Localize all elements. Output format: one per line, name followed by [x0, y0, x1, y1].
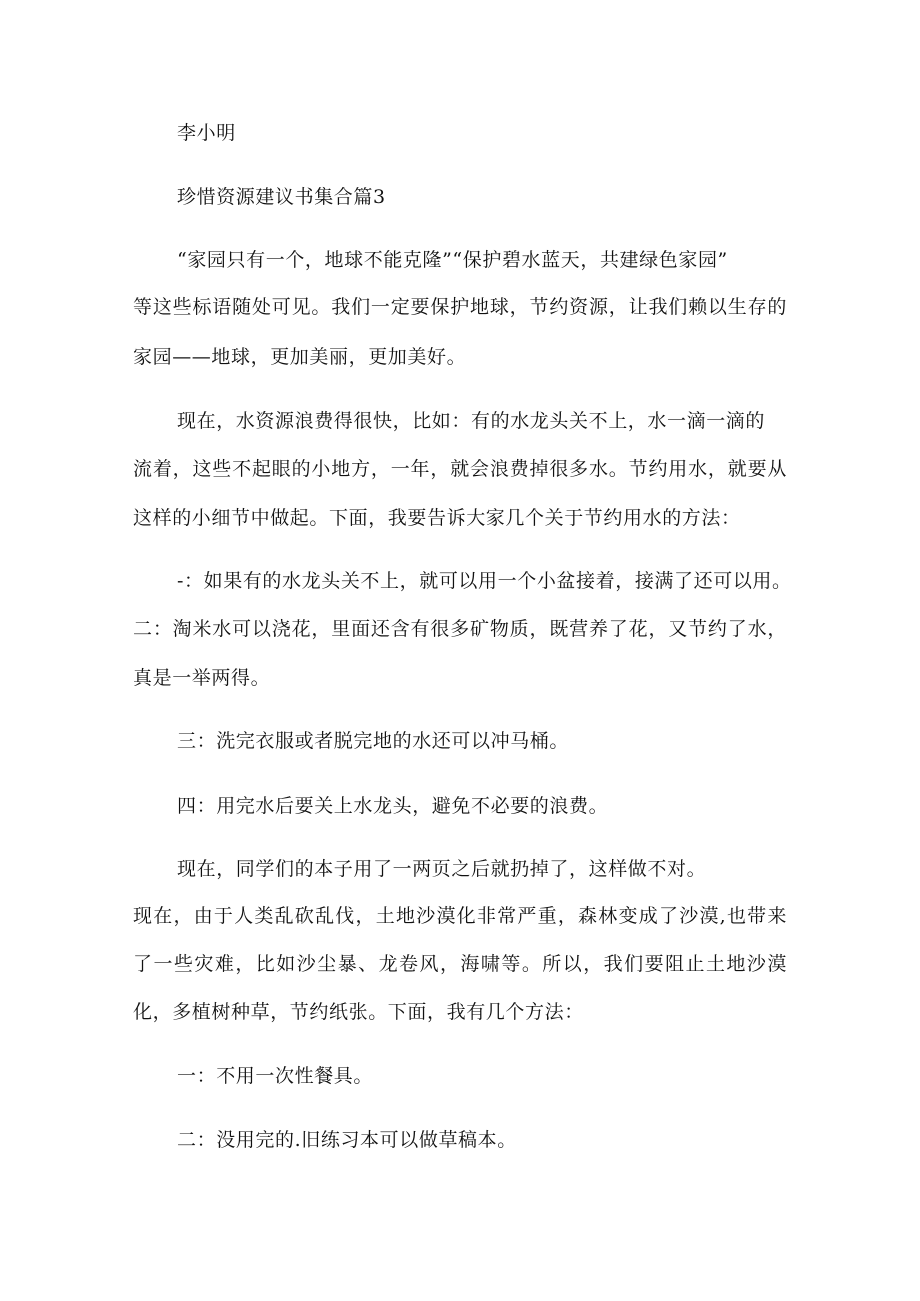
paragraph-6-line-2: 现在，由于人类乱砍乱伐，土地沙漠化非常严重，森林变成了沙漠,也带来 — [133, 905, 787, 927]
document-title: 珍惜资源建议书集合篇3 — [177, 186, 386, 208]
author-name: 李小明 — [177, 122, 236, 144]
paragraph-3-line-3: 真是一举两得。 — [133, 667, 271, 689]
paragraph-1-line-2: 等这些标语随处可见。我们一定要保护地球，节约资源，让我们赖以生存的 — [133, 296, 787, 318]
paragraph-8-line-1: 二：没用完的.旧练习本可以做草稿本。 — [177, 1129, 517, 1151]
paragraph-6-line-3: 了一些灾难，比如沙尘暴、龙卷风，海啸等。所以，我们要阻止土地沙漠 — [133, 953, 787, 975]
paragraph-2-line-3: 这样的小细节中做起。下面，我要告诉大家几个关于节约用水的方法： — [133, 507, 741, 529]
paragraph-4-line-1: 三：洗完衣服或者脱完地的水还可以冲马桶。 — [177, 730, 570, 752]
paragraph-5-line-1: 四：用完水后要关上水龙头，避免不必要的浪费。 — [177, 795, 609, 817]
paragraph-2-line-1: 现在，水资源浪费得很快，比如：有的水龙头关不上，水一滴一滴的 — [177, 410, 766, 432]
paragraph-6-line-4: 化，多植树种草，节约纸张。下面，我有几个方法： — [133, 1001, 584, 1023]
paragraph-7-line-1: 一：不用一次性餐具。 — [177, 1065, 374, 1087]
paragraph-6-line-1: 现在，同学们的本子用了一两页之后就扔掉了，这样做不对。 — [177, 858, 707, 880]
paragraph-2-line-2: 流着，这些不起眼的小地方，一年，就会浪费掉很多水。节约用水，就要从 — [133, 458, 787, 480]
paragraph-1-line-3: 家园——地球，更加美丽，更加美好。 — [133, 346, 467, 368]
paragraph-3-line-1: -：如果有的水龙头关不上，就可以用一个小盆接着，接满了还可以用。 — [177, 570, 792, 592]
paragraph-3-line-2: 二：淘米水可以浇花，里面还含有很多矿物质，既营养了花，又节约了水， — [133, 618, 787, 640]
paragraph-1-line-1: “家园只有一个，地球不能克隆”“保护碧水蓝天，共建绿色家园” — [177, 249, 728, 271]
